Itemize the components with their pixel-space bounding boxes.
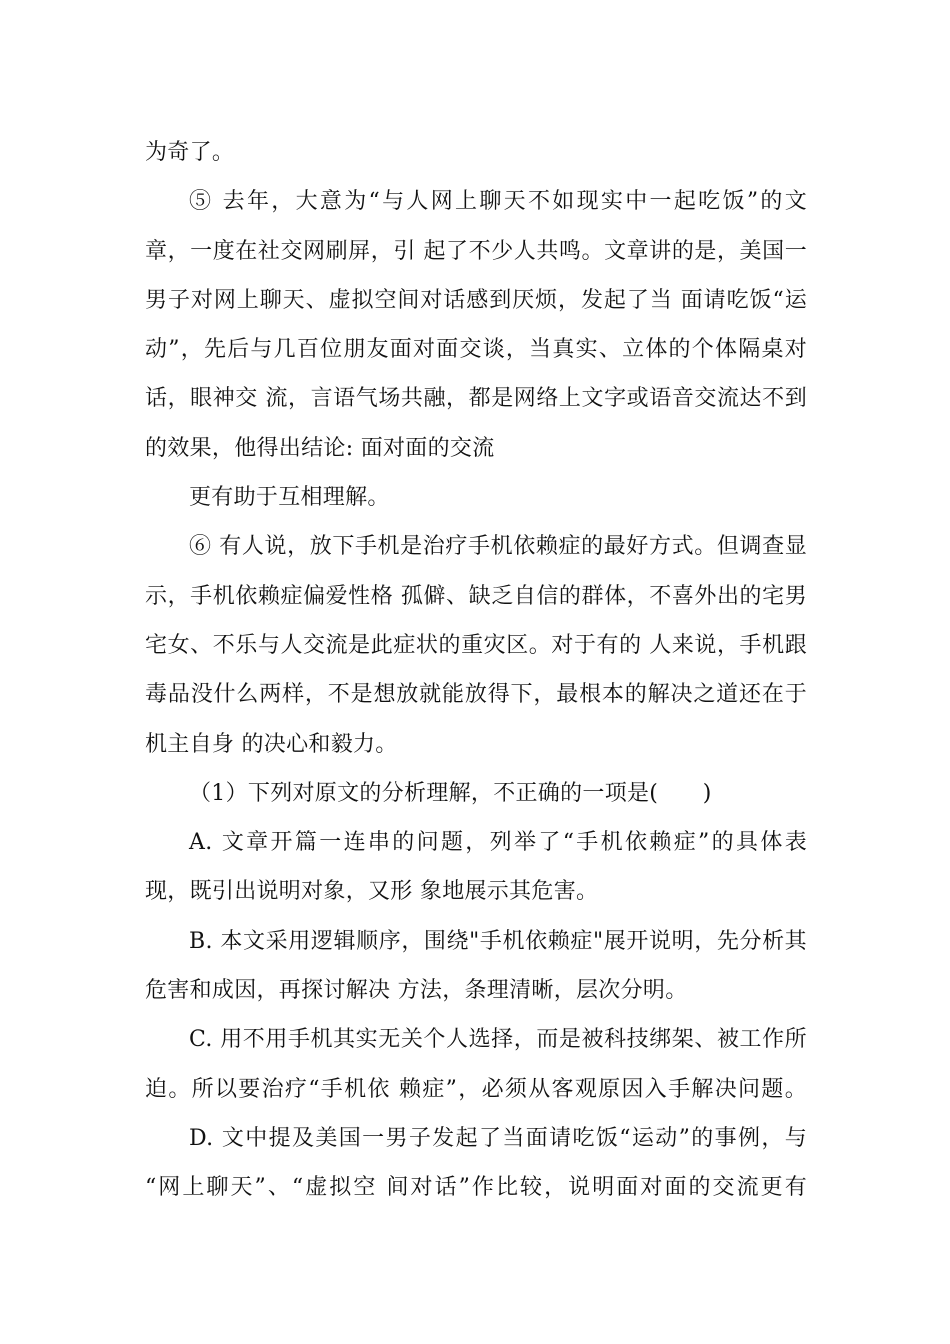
paragraph-5-line: ⑤ 去年，大意为“与人网上聊天不如现实中一起吃饭”的文 xyxy=(189,189,807,215)
paragraph-6-line: 示，手机依赖症偏爱性格 孤僻、缺乏自信的群体，不喜外出的宅男 xyxy=(145,583,807,609)
paragraph-5-line: 男子对网上聊天、虚拟空间对话感到厌烦，发起了当 面请吃饭“运 xyxy=(145,287,807,313)
option-d-line: D. 文中提及美国一男子发起了当面请吃饭“运动”的事例，与 xyxy=(189,1125,807,1151)
paragraph-5-line: 更有助于互相理解。 xyxy=(189,485,390,511)
text-line: 为奇了。 xyxy=(145,140,235,165)
paragraph-5-line: 的效果，他得出结论: 面对面的交流 xyxy=(145,435,495,461)
option-c-line: 迫。所以要治疗“手机依 赖症”，必须从客观原因入手解决问题。 xyxy=(145,1076,807,1102)
option-c-line: C. 用不用手机其实无关个人选择，而是被科技绑架、被工作所 xyxy=(189,1027,807,1053)
paragraph-6-line: ⑥ 有人说，放下手机是治疗手机依赖症的最好方式。但调查显 xyxy=(189,534,807,560)
paragraph-6-line: 机主自身 的决心和毅力。 xyxy=(145,731,398,757)
paragraph-6-line: 宅女、不乐与人交流是此症状的重灾区。对于有的 人来说，手机跟 xyxy=(145,632,807,658)
option-a-line: A. 文章开篇一连串的问题，列举了“手机依赖症”的具体表 xyxy=(189,830,807,856)
option-b-line: 危害和成因，再探讨解决 方法，条理清晰，层次分明。 xyxy=(145,978,688,1004)
paragraph-5-line: 话，眼神交 流，言语气场共融，都是网络上文字或语音交流达不到 xyxy=(145,386,807,412)
paragraph-5-line: 动”，先后与几百位朋友面对面交谈，当真实、立体的个体隔桌对 xyxy=(145,337,807,363)
paragraph-6-line: 毒品没什么两样，不是想放就能放得下，最根本的解决之道还在于 xyxy=(145,682,807,708)
option-a-line: 现，既引出说明对象，又形 象地展示其危害。 xyxy=(145,879,599,905)
option-d-line: “网上聊天”、“虚拟空 间对话”作比较，说明面对面的交流更有 xyxy=(145,1175,807,1201)
document-body xyxy=(145,128,807,1213)
option-b-line: B. 本文采用逻辑顺序，围绕"手机依赖症"展开说明，先分析其 xyxy=(189,928,807,954)
question-1-stem: （1）下列对原文的分析理解，不正确的一项是( ) xyxy=(189,780,712,806)
paragraph-5-line: 章，一度在社交网刷屏，引 起了不少人共鸣。文章讲的是，美国一 xyxy=(145,238,807,264)
